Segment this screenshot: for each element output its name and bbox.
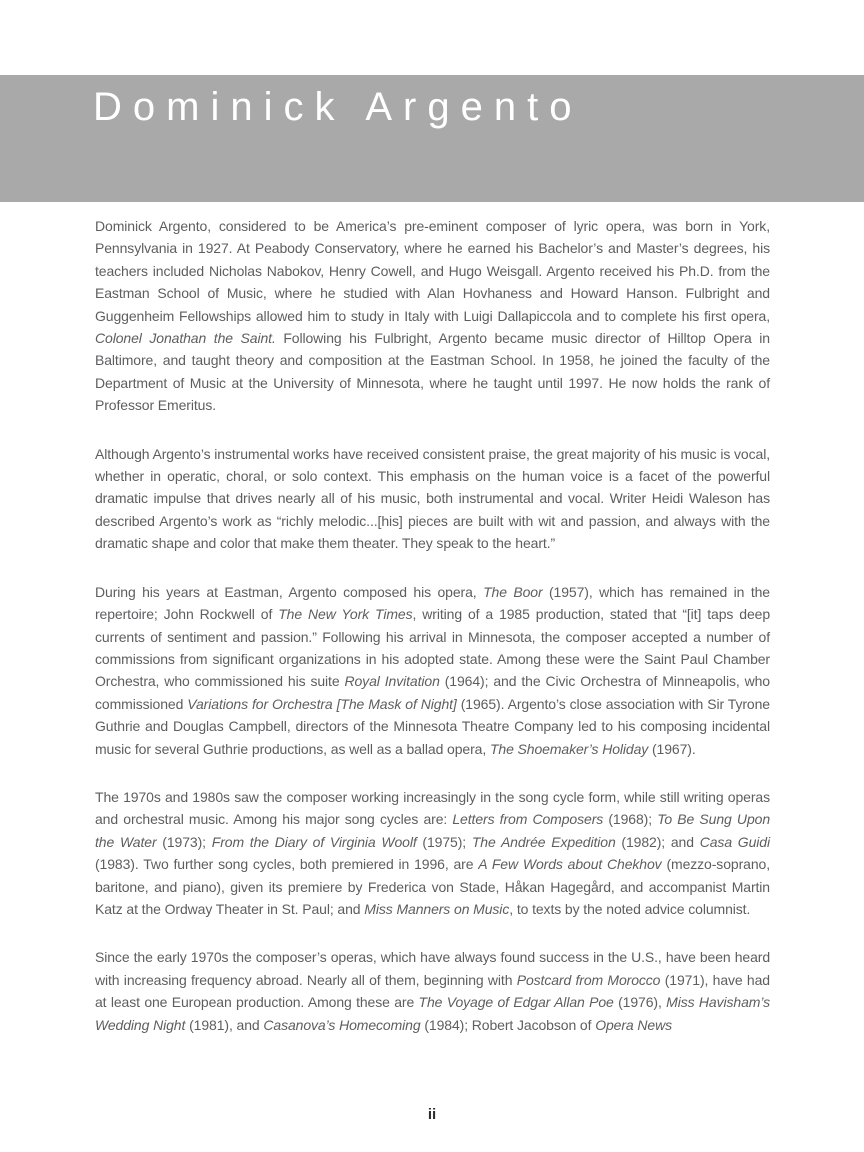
text-run: (1981), and (185, 1016, 264, 1033)
title-band (0, 75, 864, 202)
text-run: (1983). Two further song cycles, both premiered in 1996, are (95, 856, 479, 873)
text-run: Although Argento’s instrumental works have received consistent praise, the great majority of his music is vocal, whether in operatic, choral, or solo context. This emphasis on the human voice is a facet of the powerful dramatic impulse that drives nearly all of his music, both instrumental and vocal. Writer Heidi Waleson has described Argento’s work as “richly melodic...[his] pieces are built with wit and passion, and always with the dramatic shape and color that make them theater. They speak to the heart.” (95, 445, 770, 552)
work-title: Miss Manners on Music (364, 900, 510, 917)
paragraph (95, 946, 770, 1036)
work-title: To Be Sung Upon the Water (95, 811, 771, 850)
work-title: The Andrée Expedition (471, 833, 616, 850)
work-title: The Boor (483, 583, 543, 600)
work-title: The Shoemaker’s Holiday (489, 740, 649, 757)
work-title: Casanova’s Homecoming (263, 1016, 421, 1033)
page-number: ii (427, 1106, 437, 1123)
work-title: The New York Times (278, 606, 413, 623)
text-run: (mezzo-soprano, baritone, and piano), given its premiere by Frederica von Stade, Håkan Hagegård, and accompanist Martin Katz at the Ordway Theater in St. Paul; and (95, 856, 770, 917)
text-run: The 1970s and 1980s saw the composer working increasingly in the song cycle form, while still writing operas and orchestral music. Among his major song cycles are: (95, 788, 770, 828)
paragraph (95, 443, 770, 555)
text-run: During his years at Eastman, Argento composed his opera, (95, 583, 484, 600)
work-title: A Few Words about Chekhov (478, 856, 662, 873)
text-run: (1971), have had at least one European production. Among these are (95, 971, 770, 1011)
text-run: , writing of a 1985 production, stated that “[it] taps deep currents of sentiment and passion.” Following his arrival in Minnesota, the composer accepted a number of commissions from significant organizations in his adopted state. Among these were the Saint Paul Chamber Orchestra, who commissioned his suite (95, 606, 771, 690)
text-run: (1976), (613, 994, 667, 1011)
work-title: From the Diary of Virginia Woolf (211, 833, 417, 850)
work-title: Variations for Orchestra [The Mask of Night] (187, 695, 457, 712)
text-run: (1982); and (615, 833, 700, 850)
work-title: Letters from Composers (452, 811, 604, 828)
work-title: The Voyage of Edgar Allan Poe (418, 994, 614, 1011)
work-title: Opera News (595, 1016, 672, 1033)
text-run: , to texts by the noted advice columnist. (509, 900, 751, 917)
text-run: Since the early 1970s the composer’s operas, which have always found success in the U.S., have been heard with increasing frequency abroad. Nearly all of them, beginning with (95, 949, 770, 988)
text-run: (1964); and the Civic Orchestra of Minneapolis, who commissioned (95, 673, 770, 712)
work-title: Colonel Jonathan the Saint. (95, 330, 276, 347)
paragraph (95, 215, 770, 417)
text-run: (1973); (156, 833, 212, 850)
page-title: Dominick Argento (93, 85, 583, 129)
paragraph (95, 581, 770, 760)
biography-text (95, 215, 770, 1062)
text-run: (1965). Argento’s close association with Sir Tyrone Guthrie and Douglas Campbell, directors of the Minnesota Theatre Company led to his composing incidental music for several Guthrie productions, as well as a ballad opera, (95, 695, 770, 757)
text-run: Following his Fulbright, Argento became music director of Hilltop Opera in Baltimore, and taught theory and composition at the Eastman School. In 1958, he joined the faculty of the Department of Music at the University of Minnesota, where he taught until 1997. He now holds the rank of Professor Emeritus. (95, 330, 770, 414)
text-run: (1968); (603, 811, 658, 828)
work-title: Miss Havisham’s Wedding Night (95, 994, 770, 1033)
text-run: (1975); (416, 833, 472, 850)
text-run: Dominick Argento, considered to be America’s pre-eminent composer of lyric opera, was born in York, Pennsylvania in 1927. At Peabody Conservatory, where he earned his Bachelor’s and Master’s degrees, his teachers included Nicholas Nabokov, Henry Cowell, and Hugo Weisgall. Argento received his Ph.D. from the Eastman School of Music, where he studied with Alan Hovhaness and Howard Hanson. Fulbright and Guggenheim Fellowships allowed him to study in Italy with Luigi Dallapiccola and to complete his first opera, (95, 218, 770, 324)
text-run: (1957), which has remained in the repertoire; John Rockwell of (95, 583, 770, 623)
text-run: (1984); Robert Jacobson of (420, 1016, 596, 1033)
paragraph (95, 786, 770, 920)
work-title: Royal Invitation (344, 673, 440, 690)
text-run: (1967). (648, 740, 696, 757)
work-title: Casa Guidi (699, 833, 770, 850)
work-title: Postcard from Morocco (516, 971, 661, 988)
